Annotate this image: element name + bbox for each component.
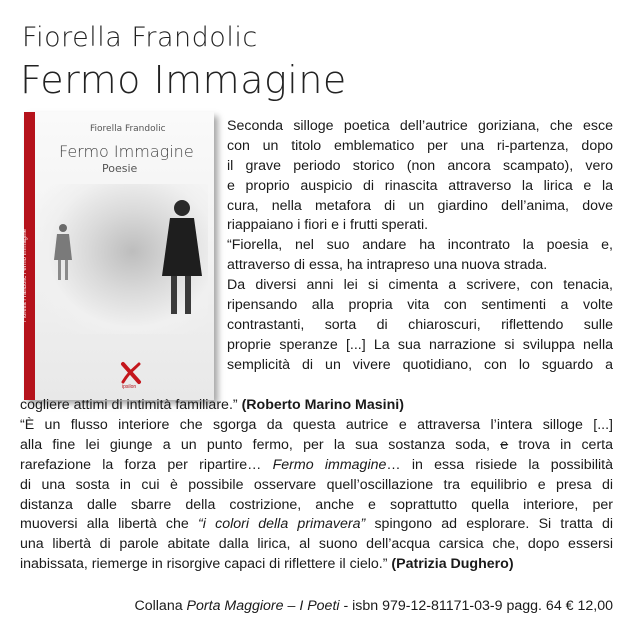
text-line: Seconda silloge poetica dell’autrice goriziana, che esce bbox=[227, 118, 613, 134]
struck-word: e bbox=[500, 436, 509, 453]
book-spine bbox=[24, 112, 35, 400]
footer-prefix: Collana bbox=[134, 598, 187, 614]
text-line: ripensando alla propria vita con sentimenti a volte bbox=[227, 297, 613, 314]
text-line: una libertà di parole abitate dalla lirica, al suono dell’acqua carsica che, dopo essersi bbox=[20, 536, 613, 553]
text-line bbox=[20, 456, 613, 476]
text-segment: trova in certa bbox=[508, 436, 614, 453]
italic-quote: “i colori della primavera” bbox=[198, 516, 366, 533]
book-cover bbox=[24, 112, 218, 402]
text-segment: inabissata, riemerge in risorgive capaci di riflettere il cielo.” bbox=[20, 556, 392, 573]
cover-author: Fiorella Frandolic bbox=[90, 124, 166, 134]
text-line: di una sosta in cui è possibile osservare quell’oscillazione tra equilibrio e presa di bbox=[20, 476, 613, 493]
series-name: Porta Maggiore – I Poeti bbox=[186, 598, 340, 614]
text-line: attraverso di essa, ha intrapreso una nuova strada. bbox=[227, 257, 548, 274]
text-line: distanza dalle sbarre della costrizione, anche e soprattutto quella interiore, per bbox=[20, 496, 613, 513]
publisher-name: ipsilon bbox=[122, 384, 137, 390]
spine-text: Fiorella Frandolic Fermo Immagine bbox=[22, 228, 28, 322]
italic-title: Fermo immagine bbox=[272, 456, 387, 473]
publisher-logo-icon bbox=[119, 360, 143, 386]
quote-text: cogliere attimi di intimità familiare.” bbox=[20, 397, 242, 413]
text-line: “È un flusso interiore che sgorga da questa autrice e attraversa l’intera silloge [...] bbox=[20, 417, 613, 433]
publication-info bbox=[0, 598, 613, 614]
text-line bbox=[20, 515, 613, 535]
text-line: e proprio auspicio di rinascita attraverso la lirica e la bbox=[227, 177, 613, 194]
text-line: con un titolo emblematico per una ri-partenza, dopo bbox=[227, 137, 613, 154]
text-segment: alla fine lei giunge a un punto fermo, per la sua sostanza soda, bbox=[20, 436, 501, 453]
text-segment: spingono ad esplorare. Si tratta di bbox=[365, 516, 613, 533]
text-line bbox=[20, 555, 613, 575]
text-line: “Fiorella, nel suo andare ha incontrato la poesia e, bbox=[227, 237, 613, 254]
review-paragraph bbox=[20, 416, 613, 575]
quote-end-line bbox=[20, 396, 613, 416]
text-segment: muoversi alla libertà che bbox=[20, 516, 199, 533]
review-attribution: (Patrizia Dughero) bbox=[391, 556, 514, 573]
text-line: semplicità di un vivere quotidiano, con lo sguardo a bbox=[227, 356, 613, 373]
quote-attribution: (Roberto Marino Masini) bbox=[241, 397, 404, 413]
cover-photo bbox=[40, 184, 208, 334]
text-line: il grave periodo storico (non ancora scampato), vero bbox=[227, 157, 613, 174]
text-line: contrastanti, sorta di chiaroscuri, riflettendo sulle bbox=[227, 316, 613, 333]
walking-figure-large bbox=[158, 198, 204, 318]
description-column bbox=[227, 117, 613, 376]
text-line bbox=[20, 396, 613, 416]
cover-title: Fermo Immagine bbox=[59, 142, 194, 161]
book-cover-face bbox=[24, 112, 214, 400]
cover-subtitle: Poesie bbox=[102, 162, 138, 175]
text-line: Da diversi anni lei si cimenta a scrivere, con tenacia, bbox=[227, 277, 613, 294]
footer-details: - isbn 979-12-81171-03-9 pagg. 64 € 12,00 bbox=[339, 598, 613, 614]
text-segment: … in essa risiede la possibilità bbox=[386, 456, 613, 473]
author-name: Fiorella Frandolic bbox=[22, 22, 258, 53]
text-line bbox=[20, 436, 613, 456]
book-title: Fermo Immagine bbox=[20, 58, 347, 102]
text-line: proprie speranze [...] La sua narrazione si sviluppa nella bbox=[227, 336, 613, 353]
text-line: riappaiano i fiori e i frutti sperati. bbox=[227, 217, 429, 234]
text-segment: rarefazione la forza per ripartire… bbox=[20, 456, 273, 473]
walking-figure-small bbox=[52, 222, 74, 284]
text-line: cura, nella metafora di un giardino dell’anima, dove bbox=[227, 197, 613, 214]
